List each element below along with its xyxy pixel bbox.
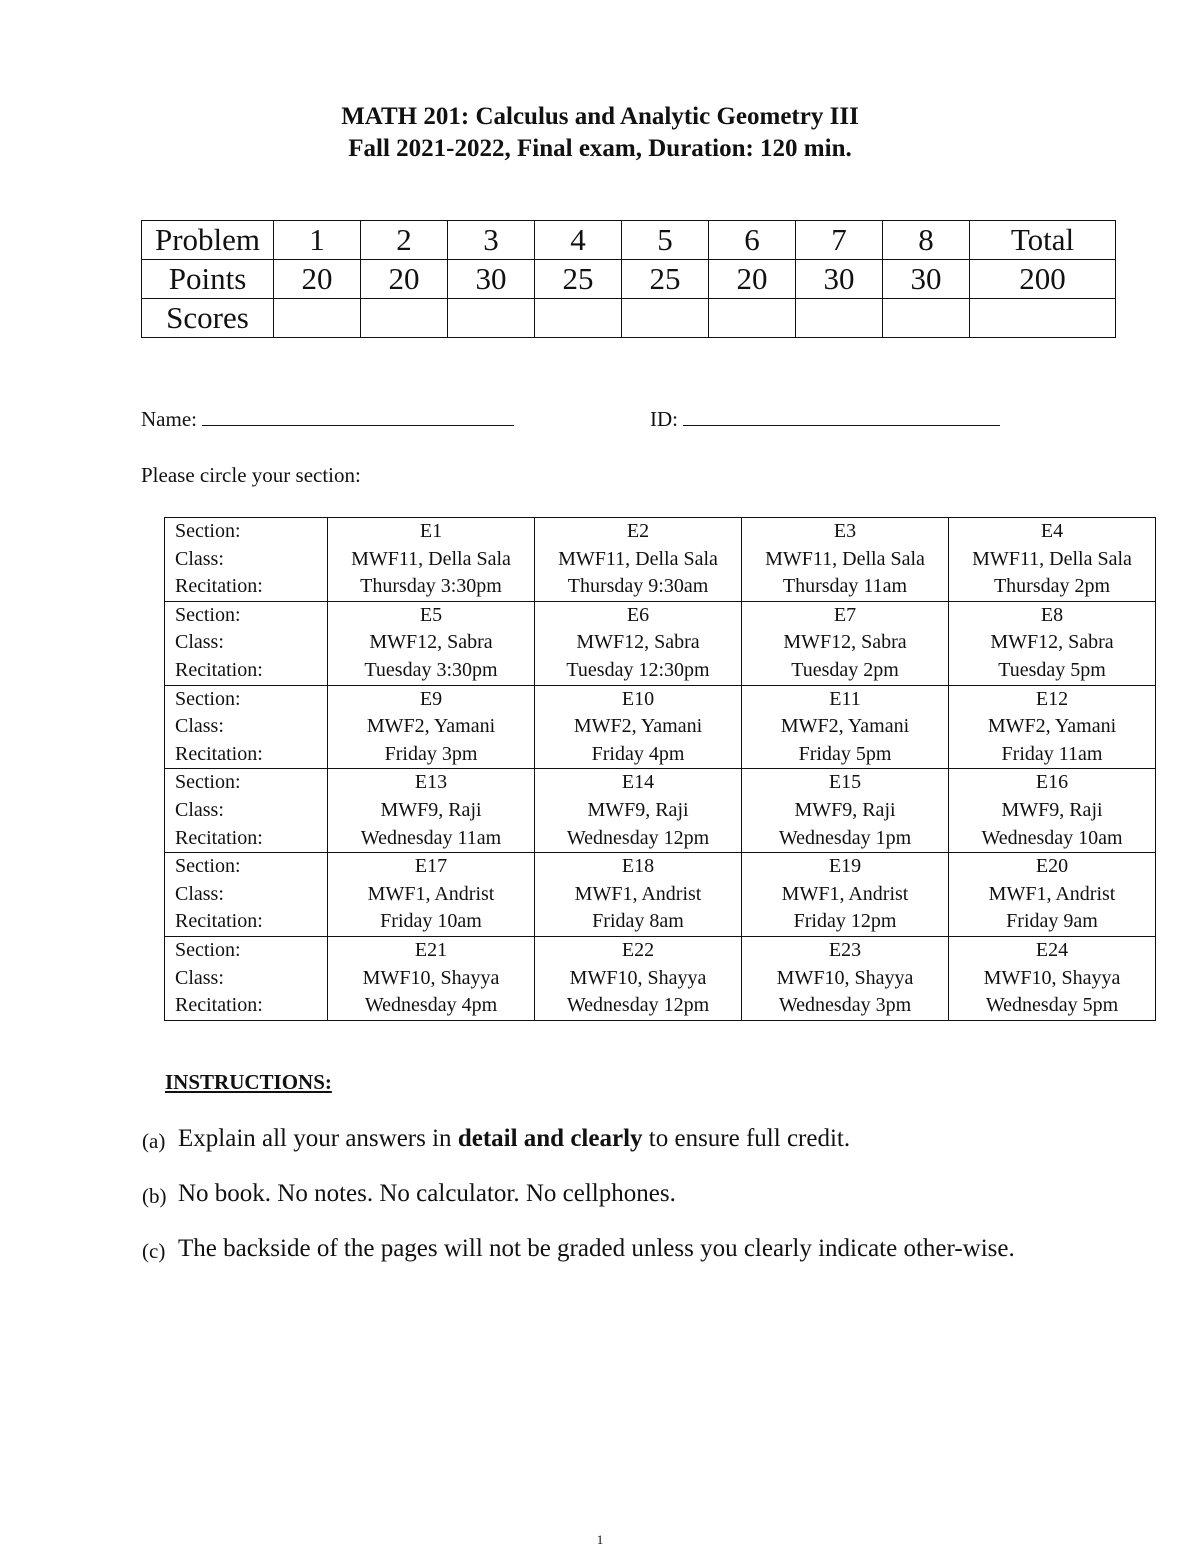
- section-class: MWF1, Andrist: [988, 882, 1116, 905]
- section-class: MWF10, Shayya: [776, 966, 914, 989]
- problem-number: 7: [796, 221, 883, 260]
- score-cell[interactable]: [361, 299, 448, 338]
- section-section: E8: [1040, 603, 1064, 626]
- section-option[interactable]: [949, 685, 1156, 769]
- section-class: MWF12, Sabra: [990, 631, 1114, 654]
- section-label: Section:: [175, 855, 241, 878]
- section-recitation: Friday 8am: [592, 910, 684, 933]
- section-class: MWF2, Yamani: [987, 715, 1117, 738]
- section-option[interactable]: [742, 853, 949, 937]
- recitation-label: Recitation:: [175, 826, 263, 849]
- points-row: [142, 260, 1116, 299]
- section-recitation: Friday 10am: [380, 910, 482, 933]
- instruction-text: The backside of the pages will not be graded unless you clearly indicate other-wise.: [178, 1235, 1015, 1262]
- section-class: MWF9, Raji: [380, 798, 482, 821]
- points-value: 20: [709, 260, 796, 299]
- section-class: MWF10, Shayya: [362, 966, 500, 989]
- section-option[interactable]: [328, 601, 535, 685]
- points-value: 30: [448, 260, 535, 299]
- instruction-a: [142, 1125, 1072, 1153]
- section-row-labels: [165, 853, 328, 937]
- section-recitation: Wednesday 3pm: [778, 994, 912, 1017]
- section-recitation: Tuesday 2pm: [791, 658, 899, 681]
- recitation-label: Recitation:: [175, 658, 263, 681]
- section-section: E20: [1035, 855, 1069, 878]
- section-row: [165, 685, 1156, 769]
- id-blank[interactable]: [683, 405, 1000, 426]
- section-section: E18: [621, 855, 655, 878]
- section-class: MWF12, Sabra: [783, 631, 907, 654]
- section-recitation: Tuesday 3:30pm: [364, 658, 498, 681]
- instruction-text: No book. No notes. No calculator. No cellphones.: [178, 1180, 676, 1207]
- section-class: MWF9, Raji: [1001, 798, 1103, 821]
- scores-label: Scores: [142, 299, 274, 338]
- section-option[interactable]: [742, 685, 949, 769]
- class-label: Class:: [175, 631, 224, 654]
- section-section: E24: [1035, 938, 1069, 961]
- section-label: Section:: [175, 687, 241, 710]
- page-number: 1: [596, 1532, 604, 1547]
- score-cell[interactable]: [274, 299, 361, 338]
- score-cell[interactable]: [535, 299, 622, 338]
- section-section: E7: [833, 603, 857, 626]
- name-blank[interactable]: [202, 405, 514, 426]
- exam-course-title: MATH 201: Calculus and Analytic Geometry III: [341, 103, 859, 130]
- instruction-emphasis: detail and clearly: [457, 1125, 643, 1152]
- section-section: E17: [414, 855, 448, 878]
- section-recitation: Wednesday 11am: [360, 826, 502, 849]
- problem-number: 4: [535, 221, 622, 260]
- section-recitation: Friday 4pm: [591, 742, 685, 765]
- problem-number: 2: [361, 221, 448, 260]
- score-total-cell[interactable]: [970, 299, 1116, 338]
- problem-row: [142, 221, 1116, 260]
- class-label: Class:: [175, 882, 224, 905]
- section-option[interactable]: [535, 936, 742, 1020]
- section-class: MWF11, Della Sala: [972, 547, 1132, 570]
- instruction-text: [178, 1125, 1072, 1153]
- name-field: [141, 405, 514, 433]
- section-option[interactable]: [535, 769, 742, 853]
- section-class: MWF1, Andrist: [574, 882, 702, 905]
- section-section: E3: [833, 520, 857, 542]
- recitation-label: Recitation:: [175, 910, 263, 933]
- section-recitation: Friday 5pm: [798, 742, 892, 765]
- section-section: E19: [828, 855, 862, 878]
- section-option[interactable]: [535, 601, 742, 685]
- section-section: E13: [414, 771, 448, 794]
- instruction-mark: (b): [142, 1184, 167, 1208]
- id-field: [650, 405, 1000, 433]
- name-label: Name:: [141, 407, 197, 431]
- section-section: E1: [419, 520, 443, 542]
- section-class: MWF2, Yamani: [366, 715, 496, 738]
- section-option[interactable]: [949, 853, 1156, 937]
- section-section: E9: [419, 687, 443, 710]
- section-section: E5: [419, 603, 443, 626]
- section-section: E16: [1035, 771, 1069, 794]
- recitation-label: Recitation:: [175, 994, 263, 1017]
- section-option[interactable]: [742, 769, 949, 853]
- score-cell[interactable]: [883, 299, 970, 338]
- points-value: 25: [622, 260, 709, 299]
- section-row: [165, 936, 1156, 1020]
- section-section: E22: [621, 938, 655, 961]
- section-row: [165, 769, 1156, 853]
- problem-number: 6: [709, 221, 796, 260]
- scores-row: [142, 299, 1116, 338]
- section-section: E6: [626, 603, 650, 626]
- section-option[interactable]: [328, 685, 535, 769]
- section-recitation: Friday 11am: [1001, 742, 1103, 765]
- score-cell[interactable]: [622, 299, 709, 338]
- exam-term-title: Fall 2021-2022, Final exam, Duration: 120 min.: [348, 135, 852, 162]
- section-class: MWF12, Sabra: [369, 631, 493, 654]
- problem-number: 3: [448, 221, 535, 260]
- section-prompt: Please circle your section:: [141, 463, 361, 487]
- section-class: MWF1, Andrist: [781, 882, 909, 905]
- problem-number: 8: [883, 221, 970, 260]
- total-points: 200: [970, 260, 1116, 299]
- section-row-labels: [165, 601, 328, 685]
- section-row: [165, 518, 1156, 602]
- class-label: Class:: [175, 715, 224, 738]
- total-label: Total: [970, 221, 1116, 260]
- section-option[interactable]: [742, 518, 949, 602]
- section-label: Section:: [175, 938, 241, 961]
- section-recitation: Wednesday 5pm: [985, 994, 1119, 1017]
- score-cell[interactable]: [796, 299, 883, 338]
- points-value: 30: [796, 260, 883, 299]
- section-option[interactable]: [535, 853, 742, 937]
- section-option[interactable]: [949, 601, 1156, 685]
- section-recitation: Thursday 2pm: [993, 575, 1111, 598]
- section-label: Section:: [175, 520, 241, 542]
- section-row-labels: [165, 769, 328, 853]
- section-section: E10: [621, 687, 655, 710]
- points-value: 25: [535, 260, 622, 299]
- section-option[interactable]: [742, 601, 949, 685]
- section-section: E14: [621, 771, 655, 794]
- section-option[interactable]: [535, 685, 742, 769]
- section-recitation: Wednesday 1pm: [778, 826, 912, 849]
- points-value: 20: [274, 260, 361, 299]
- section-section: E11: [829, 687, 861, 710]
- section-recitation: Tuesday 5pm: [998, 658, 1106, 681]
- section-recitation: Friday 9am: [1006, 910, 1098, 933]
- section-recitation: Friday 12pm: [793, 910, 897, 933]
- recitation-label: Recitation:: [175, 742, 263, 765]
- score-table: [141, 220, 1116, 338]
- instruction-c: [142, 1235, 1072, 1263]
- section-recitation: Wednesday 12pm: [566, 994, 710, 1017]
- section-option[interactable]: [949, 769, 1156, 853]
- section-class: MWF12, Sabra: [576, 631, 700, 654]
- section-option[interactable]: [328, 518, 535, 602]
- section-recitation: Wednesday 4pm: [364, 994, 498, 1017]
- section-recitation: Thursday 11am: [782, 575, 908, 598]
- section-section: E21: [414, 938, 448, 961]
- section-class: MWF11, Della Sala: [558, 547, 718, 570]
- problem-number: 1: [274, 221, 361, 260]
- section-section: E2: [626, 520, 650, 542]
- class-label: Class:: [175, 966, 224, 989]
- section-class: MWF1, Andrist: [367, 882, 495, 905]
- points-label: Points: [142, 260, 274, 299]
- points-value: 30: [883, 260, 970, 299]
- section-label: Section:: [175, 771, 241, 794]
- section-row-labels: [165, 685, 328, 769]
- section-class: MWF10, Shayya: [569, 966, 707, 989]
- instruction-mark: (a): [142, 1129, 166, 1153]
- section-recitation: Thursday 3:30pm: [360, 575, 502, 598]
- section-row-labels: [165, 936, 328, 1020]
- section-option[interactable]: [535, 518, 742, 602]
- section-class: MWF2, Yamani: [573, 715, 703, 738]
- instruction-text-part: Explain all your answers in: [178, 1125, 458, 1152]
- section-option[interactable]: [328, 769, 535, 853]
- class-label: Class:: [175, 798, 224, 821]
- points-value: 20: [361, 260, 448, 299]
- section-row: [165, 601, 1156, 685]
- problem-number: 5: [622, 221, 709, 260]
- instruction-mark: (c): [142, 1239, 166, 1263]
- instruction-text-part: to ensure full credit.: [642, 1125, 851, 1152]
- section-option[interactable]: [742, 936, 949, 1020]
- section-class: MWF10, Shayya: [983, 966, 1121, 989]
- section-label: Section:: [175, 603, 241, 626]
- section-row: [165, 853, 1156, 937]
- section-recitation: Wednesday 12pm: [566, 826, 710, 849]
- instructions-heading: INSTRUCTIONS:: [165, 1070, 332, 1094]
- score-cell[interactable]: [709, 299, 796, 338]
- section-section: E12: [1035, 687, 1069, 710]
- section-recitation: Wednesday 10am: [981, 826, 1123, 849]
- problem-label: Problem: [142, 221, 274, 260]
- section-section: E4: [1040, 520, 1064, 542]
- score-cell[interactable]: [448, 299, 535, 338]
- section-class: MWF11, Della Sala: [765, 547, 925, 570]
- section-recitation: Tuesday 12:30pm: [566, 658, 710, 681]
- section-option[interactable]: [949, 518, 1156, 602]
- section-recitation: Thursday 9:30am: [567, 575, 709, 598]
- section-class: MWF9, Raji: [794, 798, 896, 821]
- instruction-b: [142, 1180, 1072, 1208]
- class-label: Class:: [175, 547, 224, 570]
- section-section: E23: [828, 938, 862, 961]
- id-label: ID:: [650, 407, 678, 431]
- section-option[interactable]: [328, 853, 535, 937]
- section-option[interactable]: [949, 936, 1156, 1020]
- section-class: MWF9, Raji: [587, 798, 689, 821]
- section-section: E15: [828, 771, 862, 794]
- section-class: MWF2, Yamani: [780, 715, 910, 738]
- section-row-labels: [165, 518, 328, 602]
- section-recitation: Friday 3pm: [384, 742, 478, 765]
- recitation-label: Recitation:: [175, 575, 263, 598]
- section-option[interactable]: [328, 936, 535, 1020]
- section-table: [164, 517, 1156, 1021]
- section-class: MWF11, Della Sala: [351, 547, 511, 570]
